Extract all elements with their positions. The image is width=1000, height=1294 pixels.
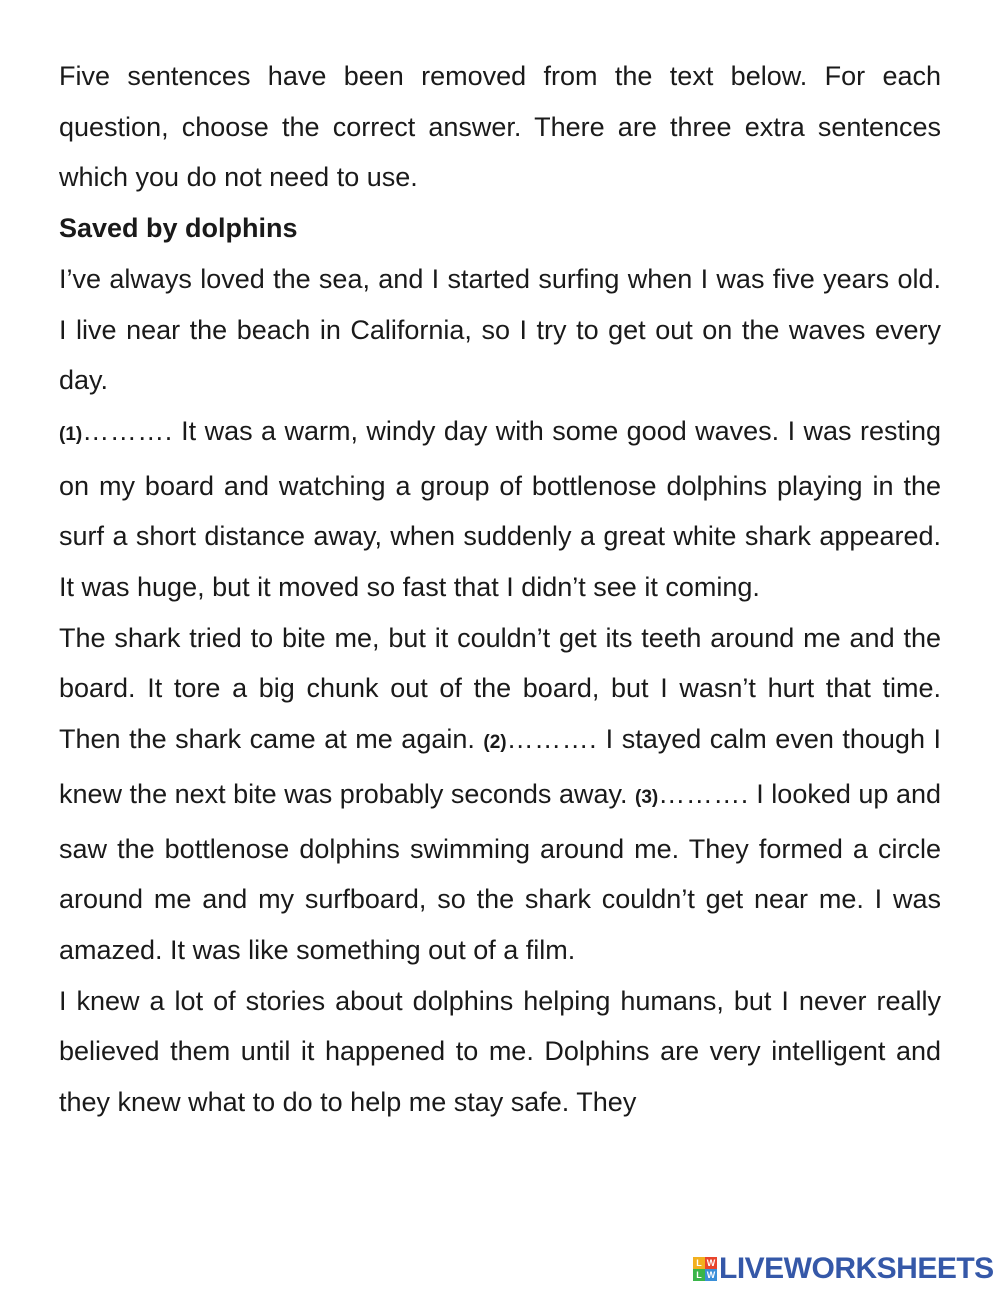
- instructions: Five sentences have been removed from the text below. For each question, choose the correct answer. There are three extra sentences which you do not need to use.: [59, 61, 941, 193]
- gap-1-label: (1): [59, 423, 83, 445]
- paragraph-4: I knew a lot of stories about dolphins helping humans, but I never really believed them until it happened to me. Dolphins are very intelligent and they knew what to do to help me stay safe. They: [59, 985, 941, 1118]
- paragraph-3-part-2: I stayed calm even though I knew the next bite was probably seconds away.: [59, 724, 941, 809]
- gap-1-blank[interactable]: ……….: [82, 415, 173, 446]
- paragraph-2-text: It was a warm, windy day with some good waves. I was resting on my board and watching a group of bottlenose dolphins playing in the surf a short distance away, when suddenly a great white shark appeared. It was huge, but it moved so fast that I didn’t see it coming.: [59, 415, 941, 603]
- liveworksheets-logo: [693, 1254, 994, 1284]
- logo-cell-3: L: [693, 1269, 705, 1281]
- logo-cell-4: W: [706, 1270, 716, 1280]
- liveworksheets-logo-icon: [693, 1257, 717, 1281]
- gap-3-blank[interactable]: ……….: [658, 778, 749, 809]
- paragraph-1: I’ve always loved the sea, and I started surfing when I was five years old. I live near the beach in California, so I try to get out on the waves every day.: [59, 263, 941, 396]
- gap-2-label: (2): [483, 732, 507, 754]
- paragraph-3: [59, 613, 941, 976]
- gap-2-blank[interactable]: ……….: [506, 724, 598, 755]
- paragraph-3-part-3: I looked up and saw the bottlenose dolphins swimming around me. They formed a circle around me and my surfboard, so the shark couldn’t get near me. I was amazed. It was like something out of a film.: [59, 778, 941, 965]
- paragraph-3-part-1: The shark tried to bite me, but it couldn’t get its teeth around me and the board. It tore a big chunk out of the board, but I wasn’t hurt that time. Then the shark came at me again.: [59, 622, 941, 755]
- liveworksheets-wordmark: LIVEWORKSHEETS: [719, 1252, 994, 1285]
- worksheet-page: [59, 51, 941, 1128]
- logo-cell-2: W: [706, 1258, 716, 1268]
- logo-cell-1: L: [693, 1257, 705, 1269]
- gap-3-label: (3): [635, 786, 659, 808]
- story-title: Saved by dolphins: [59, 213, 298, 244]
- paragraph-2: [59, 406, 941, 613]
